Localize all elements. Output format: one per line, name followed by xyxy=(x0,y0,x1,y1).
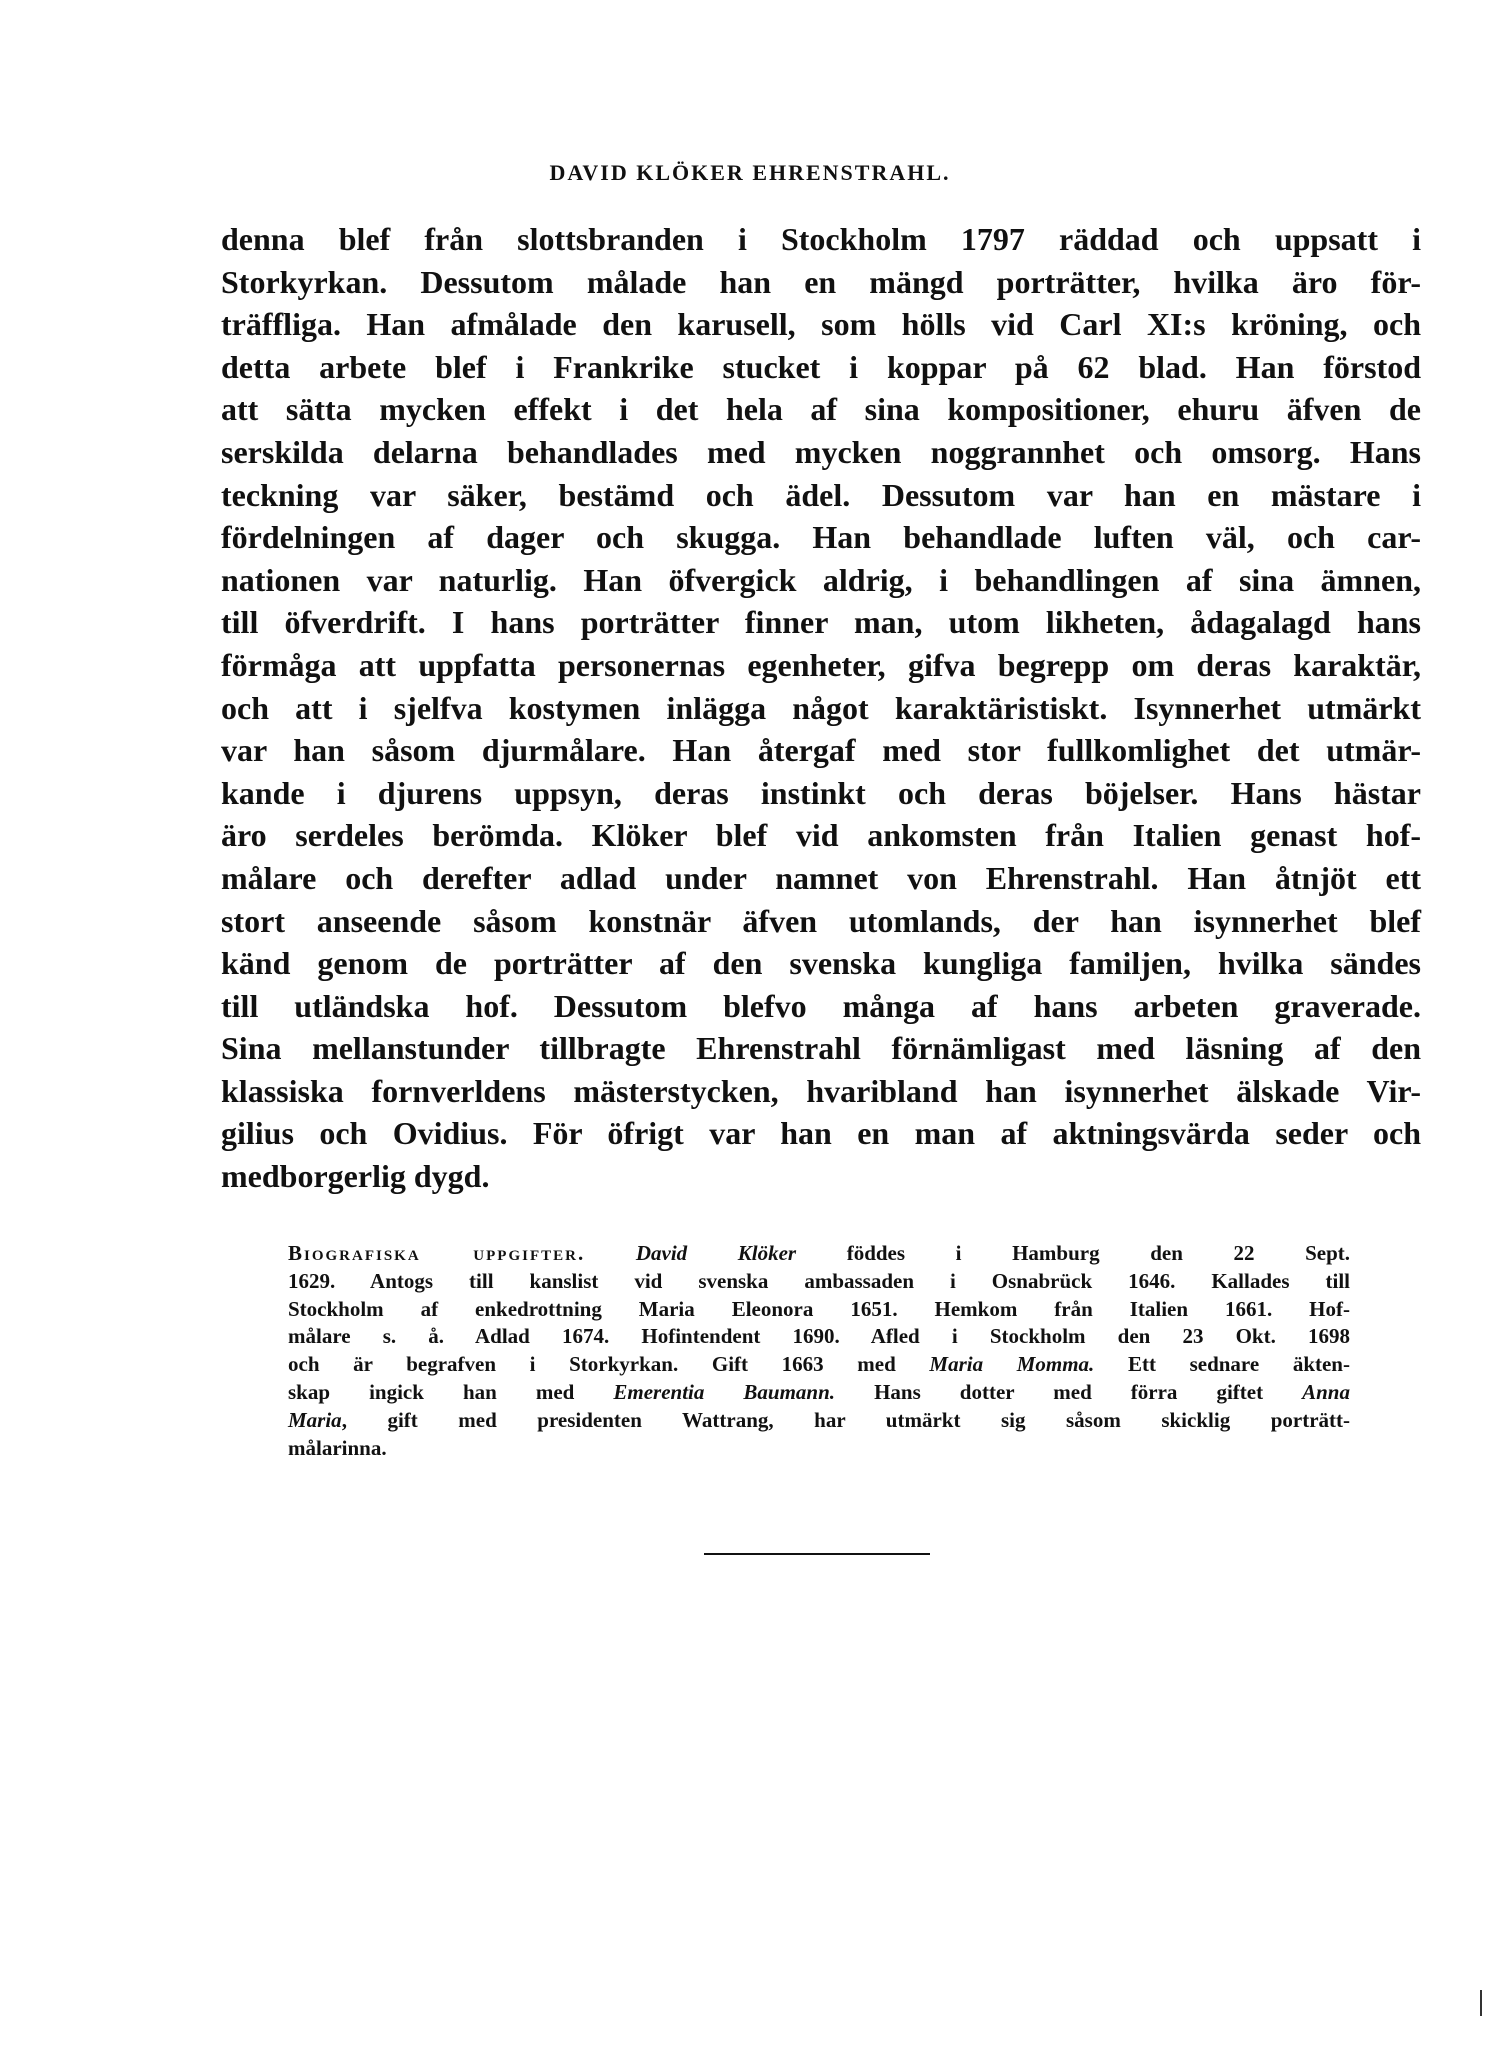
note-text: Ett sednare äkten- xyxy=(1094,1352,1350,1377)
scan-mark xyxy=(1480,1990,1482,2016)
body-line: träffliga. Han afmålade den karusell, som hölls vid Carl XI:s kröning, och xyxy=(221,306,1421,343)
body-line: förmåga att uppfatta personernas egenheter, gifva begrepp om deras karaktär, xyxy=(221,646,1421,683)
note-line xyxy=(288,1240,1350,1268)
body-line: att sätta mycken effekt i det hela af sina kompositioner, ehuru äfven de xyxy=(221,391,1421,428)
body-line: teckning var säker, bestämd och ädel. Dessutom var han en mästare i xyxy=(221,476,1421,513)
body-line: känd genom de porträtter af den svenska kungliga familjen, hvilka sändes xyxy=(221,945,1421,982)
body-line: fördelningen af dager och skugga. Han behandlade luften väl, och car- xyxy=(221,519,1421,556)
body-line: nationen var naturlig. Han öfvergick aldrig, i behandlingen af sina ämnen, xyxy=(221,561,1421,598)
body-line: serskilda delarna behandlades med mycken noggrannhet och omsorg. Hans xyxy=(221,433,1421,470)
body-line: detta arbete blef i Frankrike stucket i koppar på 62 blad. Han förstod xyxy=(221,348,1421,385)
body-line: Sina mellanstunder tillbragte Ehrenstrahl förnämligast med läsning af den xyxy=(221,1030,1421,1067)
person-name: Maria xyxy=(288,1407,342,1432)
body-line: Storkyrkan. Dessutom målade han en mängd porträtter, hvilka äro för- xyxy=(221,263,1421,300)
note-line: målare s. å. Adlad 1674. Hofintendent 1690. Afled i Stockholm den 23 Okt. 1698 xyxy=(288,1324,1350,1349)
body-line: gilius och Ovidius. För öfrigt var han en man af aktningsvärda seder och xyxy=(221,1115,1421,1152)
body-line: till utländska hof. Dessutom blefvo många af hans arbeten graverade. xyxy=(221,987,1421,1024)
person-name: Maria Momma. xyxy=(929,1352,1095,1377)
note-line xyxy=(288,1407,1350,1435)
note-line: Stockholm af enkedrottning Maria Eleonora 1651. Hemkom från Italien 1661. Hof- xyxy=(288,1296,1350,1321)
note-text: föddes i Hamburg den 22 Sept. xyxy=(796,1241,1351,1265)
body-line: målare och derefter adlad under namnet von Ehrenstrahl. Han åtnjöt ett xyxy=(221,859,1421,896)
person-name: Anna xyxy=(1302,1379,1350,1404)
note-line xyxy=(288,1351,1350,1379)
end-rule xyxy=(704,1553,930,1555)
note-text: skap ingick han med xyxy=(288,1379,614,1404)
body-line: kande i djurens uppsyn, deras instinkt och deras böjelser. Hans hästar xyxy=(221,774,1421,811)
person-name: David Klöker xyxy=(635,1241,797,1265)
note-text: , gift med presidenten Wattrang, har utmärkt sig såsom skicklig porträtt- xyxy=(341,1407,1350,1432)
person-name: Emerentia Baumann. xyxy=(613,1379,836,1404)
body-line: klassiska fornverldens mästerstycken, hvaribland han isynnerhet älskade Vir- xyxy=(221,1072,1421,1109)
note-line: målarinna. xyxy=(288,1435,387,1460)
note-line xyxy=(288,1379,1350,1407)
body-line: var han såsom djurmålare. Han återgaf med stor fullkomlighet det utmär- xyxy=(221,732,1421,769)
body-text xyxy=(221,218,1421,1198)
running-head: DAVID KLÖKER EHRENSTRAHL. xyxy=(549,160,951,185)
note-text: Hans dotter med förra giftet xyxy=(835,1379,1303,1404)
body-line: till öfverdrift. I hans porträtter finner man, utom likheten, ådagalagd hans xyxy=(221,604,1421,641)
biographical-notes xyxy=(288,1240,1350,1462)
note-line: 1629. Antogs till kanslist vid svenska ambassaden i Osnabrück 1646. Kallades till xyxy=(288,1268,1350,1293)
notes-heading: Biografiska uppgifter. xyxy=(288,1241,586,1265)
body-line: stort anseende såsom konstnär äfven utomlands, der han isynnerhet blef xyxy=(221,902,1421,939)
body-line: medborgerlig dygd. xyxy=(221,1158,490,1195)
note-text: och är begrafven i Storkyrkan. Gift 1663 med xyxy=(288,1352,930,1377)
body-line: äro serdeles berömda. Klöker blef vid ankomsten från Italien genast hof- xyxy=(221,817,1421,854)
body-line: och att i sjelfva kostymen inlägga något karaktäristiskt. Isynnerhet utmärkt xyxy=(221,689,1421,726)
body-line: denna blef från slottsbranden i Stockholm 1797 räddad och uppsatt i xyxy=(221,221,1421,257)
